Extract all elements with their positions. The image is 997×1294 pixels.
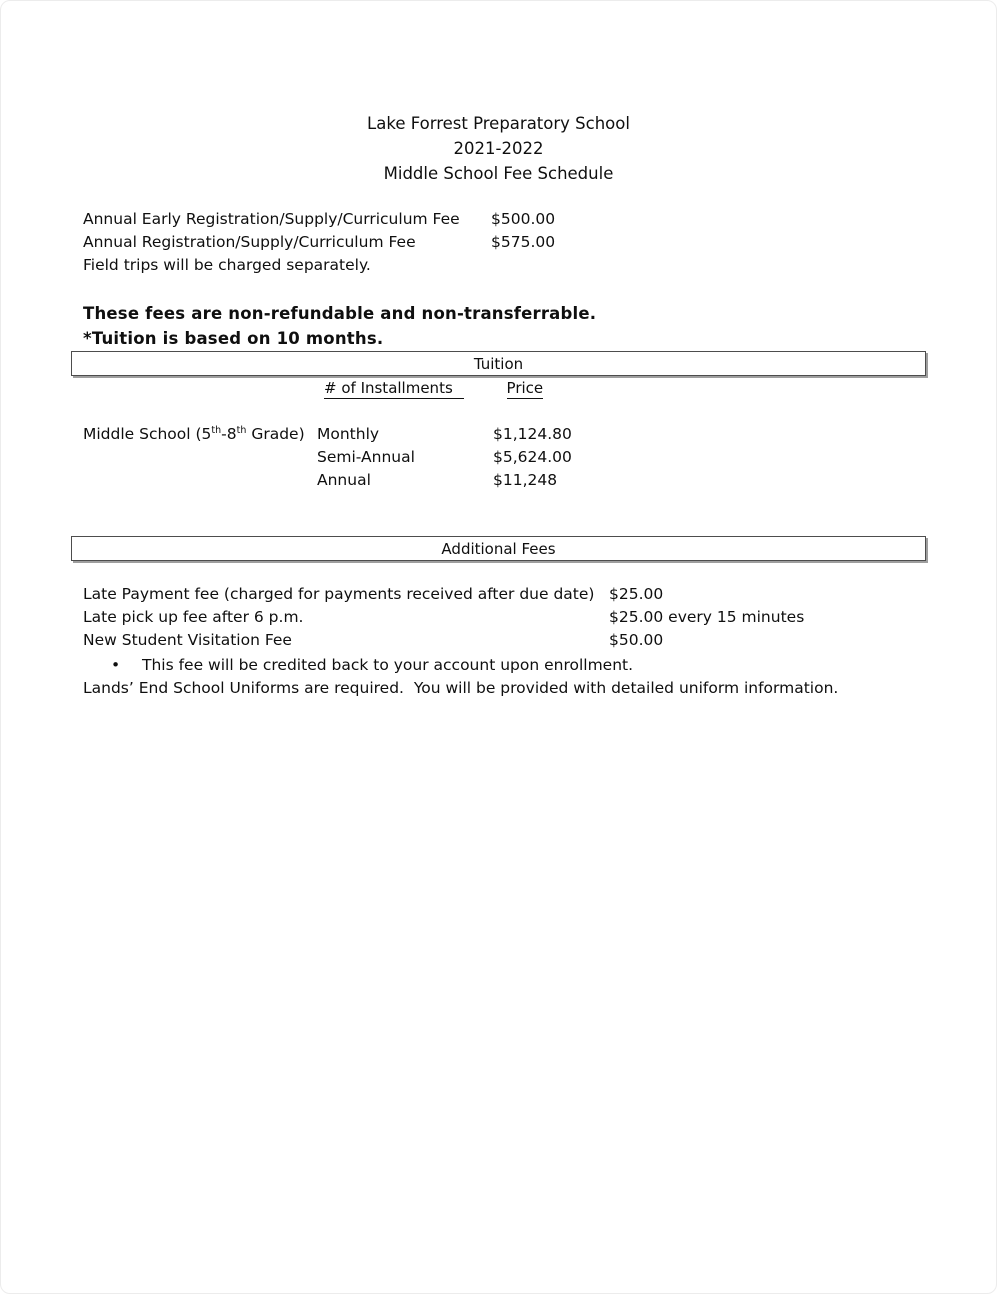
fee-item-price: $50.00 — [609, 631, 664, 649]
tuition-column-headers — [324, 379, 996, 399]
non-refundable-note: These fees are non-refundable and non-transferrable. — [83, 304, 597, 323]
grade-superscript: th — [211, 424, 222, 436]
installment-cell: Monthly — [317, 425, 380, 443]
uniforms-note: Lands’ End School Uniforms are required. You will be provided with detailed uniform information. — [83, 679, 839, 697]
grade-label-empty — [83, 446, 317, 469]
tuition-section-header — [71, 351, 926, 376]
schedule-title: Middle School Fee Schedule — [383, 164, 614, 183]
price-cell: $1,124.80 — [493, 425, 572, 443]
fee-price: $575.00 — [491, 233, 556, 251]
credit-note-text: This fee will be credited back to your account upon enrollment. — [142, 656, 634, 674]
document-title-block — [1, 1, 996, 186]
registration-fees-section — [83, 208, 996, 277]
fee-item-row — [83, 606, 996, 629]
credit-note-line — [111, 654, 996, 677]
tuition-months-note: *Tuition is based on 10 months. — [83, 329, 384, 348]
fee-item-row — [83, 583, 996, 606]
fee-item-row — [83, 629, 996, 652]
additional-fees-section-header — [71, 536, 926, 561]
grade-label-text: Grade) — [246, 425, 305, 443]
additional-fees-list — [83, 583, 996, 652]
fee-line — [83, 231, 996, 254]
fee-price: $500.00 — [491, 210, 556, 228]
tuition-row — [83, 446, 996, 469]
installments-column-header: # of Installments — [324, 379, 464, 399]
fee-label: Annual Early Registration/Supply/Curriculum Fee — [83, 210, 460, 228]
price-cell: $11,248 — [493, 471, 558, 489]
tuition-row — [83, 469, 996, 492]
additional-fees-title: Additional Fees — [441, 539, 556, 558]
price-column-header: Price — [506, 379, 544, 397]
fee-item-label: Late pick up fee after 6 p.m. — [83, 608, 304, 626]
fee-item-price: $25.00 — [609, 585, 664, 603]
price-cell: $5,624.00 — [493, 448, 572, 466]
bullet-icon: • — [111, 656, 121, 674]
grade-label-text: Middle School (5 — [83, 425, 212, 443]
installment-cell: Annual — [317, 471, 371, 489]
fee-label: Annual Registration/Supply/Curriculum Fee — [83, 233, 416, 251]
grade-label-text: -8 — [221, 425, 237, 443]
field-trips-note: Field trips will be charged separately. — [83, 256, 371, 274]
grade-label-empty — [83, 469, 317, 492]
school-name: Lake Forrest Preparatory School — [367, 114, 630, 133]
tuition-row — [83, 423, 996, 446]
policy-notes — [83, 301, 996, 351]
tuition-section-title: Tuition — [473, 354, 524, 373]
fee-item-label: Late Payment fee (charged for payments received after due date) — [83, 585, 595, 603]
installment-cell: Semi-Annual — [317, 448, 415, 466]
fee-line — [83, 208, 996, 231]
fee-item-label: New Student Visitation Fee — [83, 631, 292, 649]
fee-item-price: $25.00 every 15 minutes — [609, 608, 805, 626]
grade-superscript: th — [236, 424, 247, 436]
school-year: 2021-2022 — [453, 139, 544, 158]
tuition-table — [83, 423, 996, 492]
grade-label — [83, 423, 317, 446]
